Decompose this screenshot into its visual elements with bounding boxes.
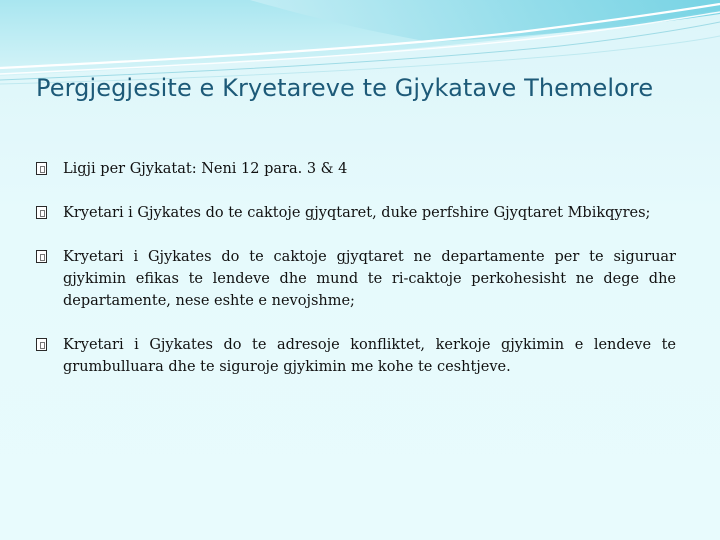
bullet-item <box>36 202 676 224</box>
slide-title: Pergjegjesite e Kryetareve te Gjykatave Themelore <box>36 74 654 102</box>
bullet-list <box>36 158 676 400</box>
bullet-item <box>36 246 676 312</box>
bullet-item <box>36 334 676 378</box>
bullet-box-icon <box>36 250 47 263</box>
bullet-box-icon <box>36 162 47 175</box>
bullet-text: Kryetari i Gjykates do te caktoje gjyqtaret, duke perfshire Gjyqtaret Mbikqyres; <box>63 205 651 221</box>
bullet-item <box>36 158 676 180</box>
bullet-text: Kryetari i Gjykates do te caktoje gjyqtaret ne departamente per te siguruar gjykimin efikas te lendeve dhe mund te ri-caktoje perkohesisht ne dege dhe departamente, nese eshte e nevojshme; <box>63 249 676 309</box>
bullet-box-icon <box>36 338 47 351</box>
bullet-text: Ligji per Gjykatat: Neni 12 para. 3 & 4 <box>63 161 348 177</box>
bullet-box-icon <box>36 206 47 219</box>
bullet-text: Kryetari i Gjykates do te adresoje konfliktet, kerkoje gjykimin e lendeve te grumbulluara dhe te siguroje gjykimin me kohe te ceshtjeve. <box>63 337 676 375</box>
